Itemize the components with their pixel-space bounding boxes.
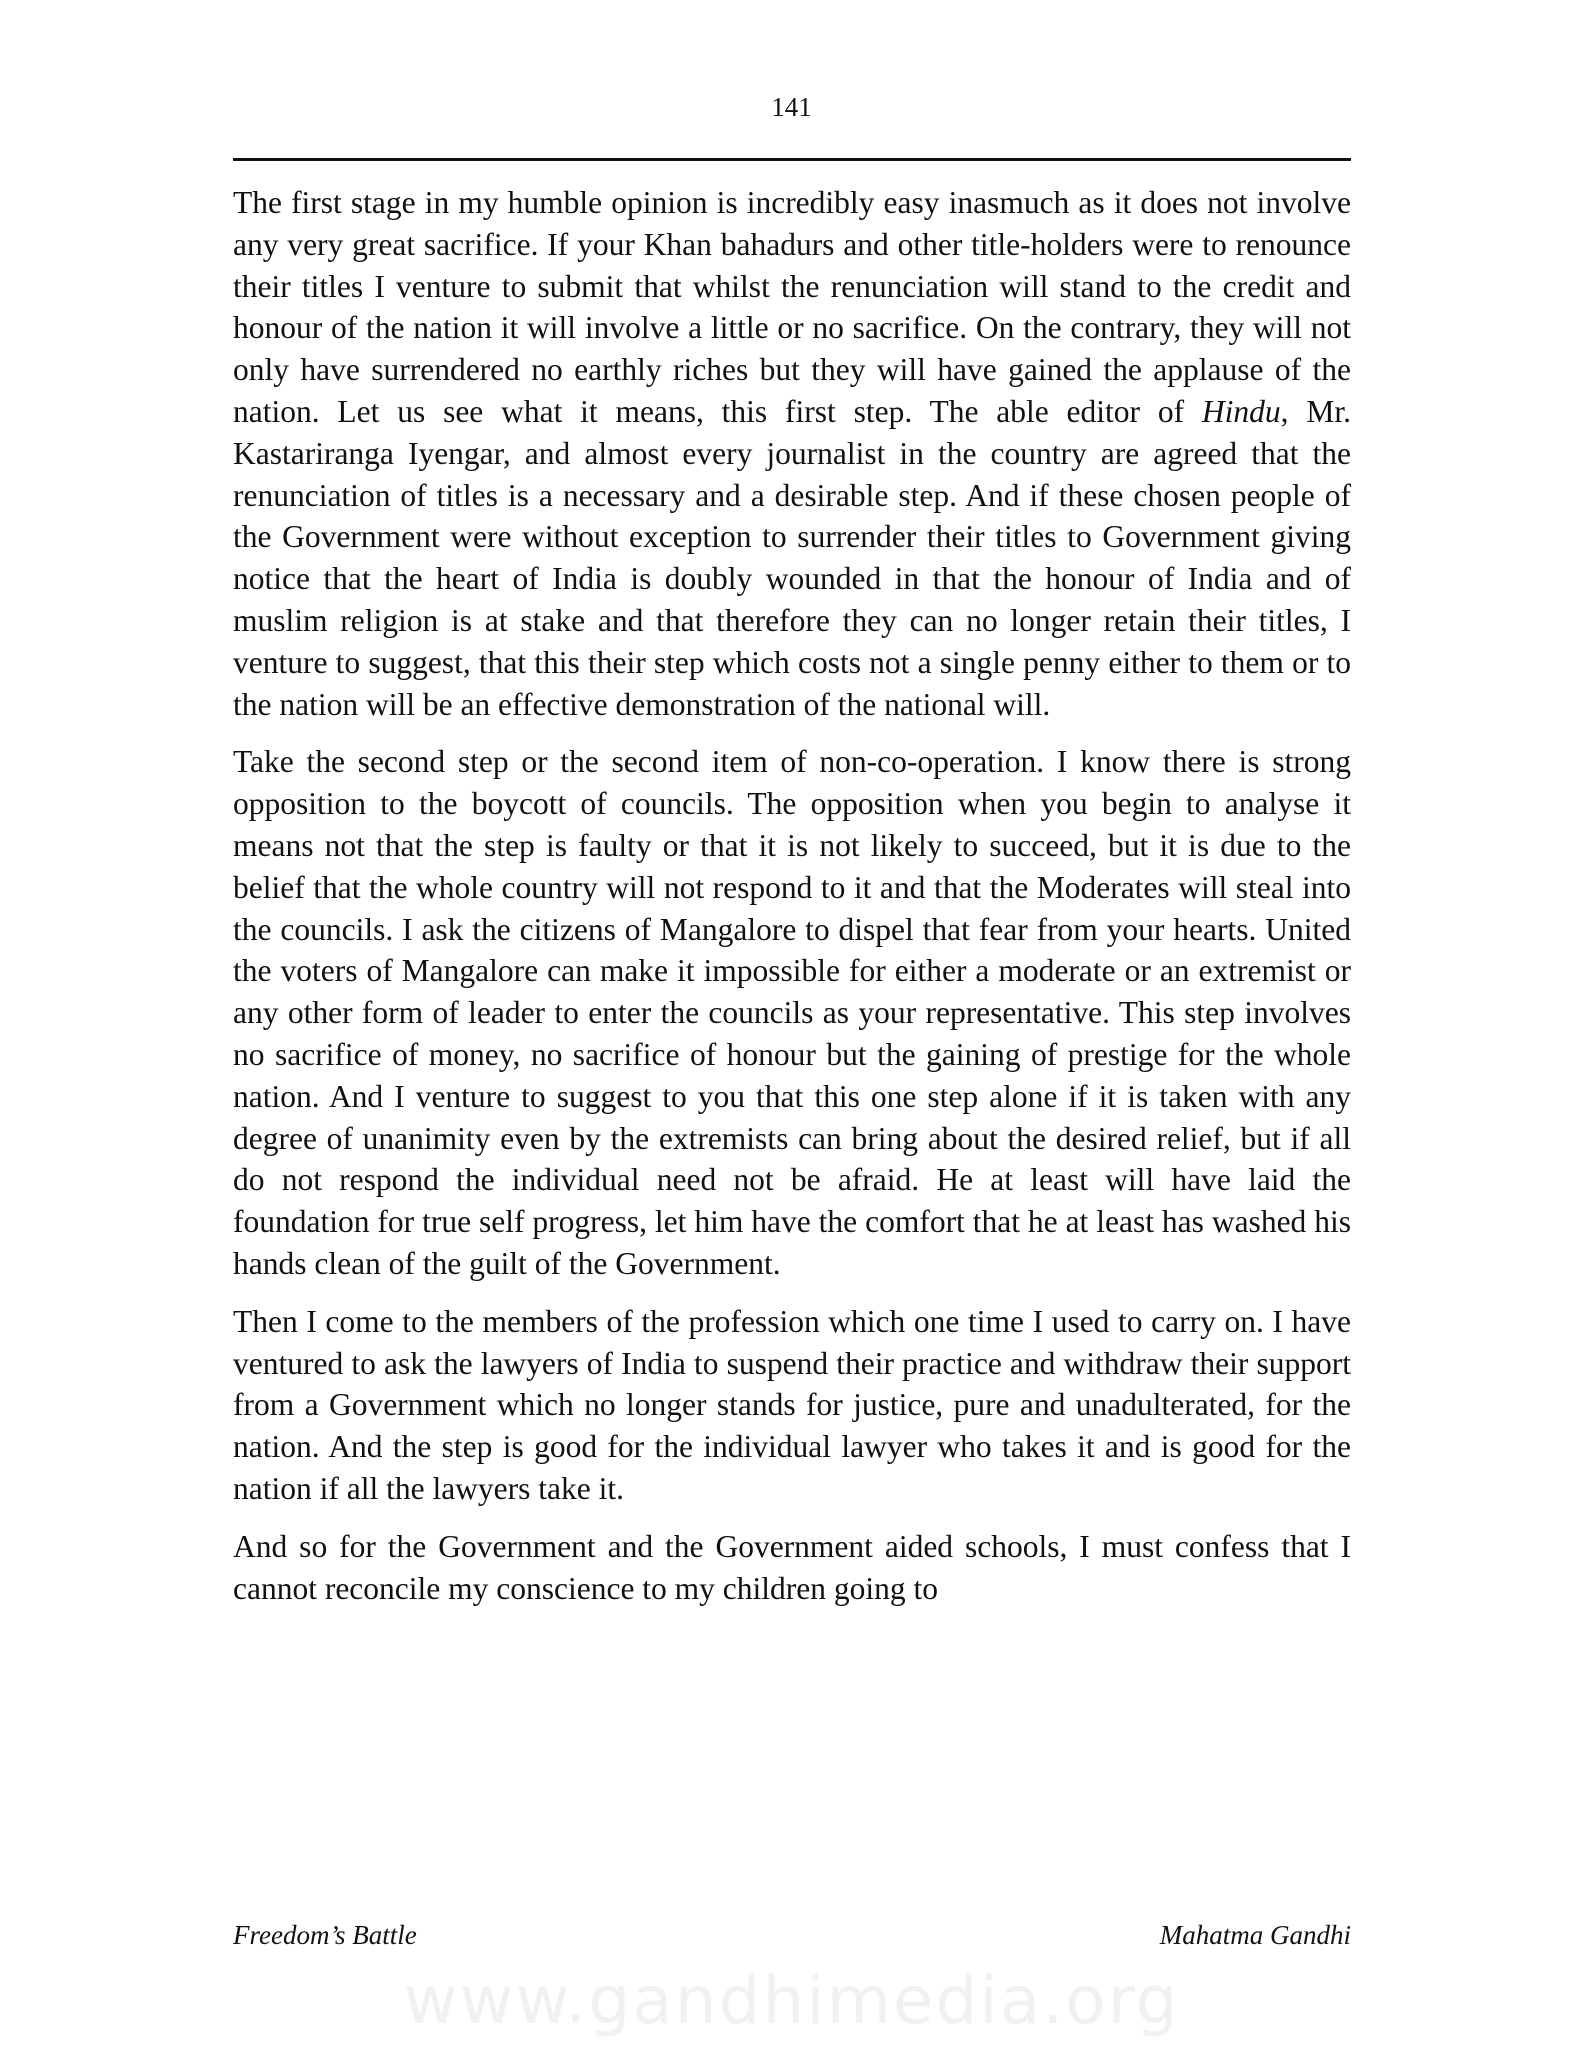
newspaper-title: Hindu — [1201, 393, 1281, 429]
page-number: 141 — [771, 92, 812, 122]
paragraph-1 — [233, 182, 1351, 725]
paragraph-3: Then I come to the members of the profession which one time I used to carry on. I have ventured to ask the lawyers of India to suspend their practice and withdraw their support from a Government which no longer stands for justice, pure and unadulterated, for the nation. And the step is good for the individual lawyer who takes it and is good for the nation if all the lawyers take it. — [233, 1303, 1351, 1506]
paragraph-4: And so for the Government and the Government aided schools, I must confess that I cannot reconcile my conscience to my children going to — [233, 1528, 1351, 1606]
paragraph-1-text-after: , Mr. Kastariranga Iyengar, and almost every journalist in the country are agreed that the renunciation of titles is a necessary and a desirable step. And if these chosen people of the Government were without exception to surrender their titles to Government giving notice that the heart of India is doubly wounded in that the honour of India and of muslim religion is at stake and that therefore they can no longer retain their titles, I venture to suggest, that this their step which costs not a single penny either to them or to the nation will be an effective demonstration of the national will. — [233, 393, 1351, 722]
header-rule — [233, 158, 1351, 161]
watermark: www.gandhimedia.org — [403, 1962, 1180, 2039]
footer-author: Mahatma Gandhi — [1159, 1920, 1351, 1950]
paragraph-2: Take the second step or the second item of non-co-operation. I know there is strong opposition to the boycott of councils. The opposition when you begin to analyse it means not that the step is faulty or that it is not likely to succeed, but it is due to the belief that the whole country will not respond to it and that the Moderates will steal into the councils. I ask the citizens of Mangalore to dispel that fear from your hearts. United the voters of Mangalore can make it impossible for either a moderate or an extremist or any other form of leader to enter the councils as your representative. This step involves no sacrifice of money, no sacrifice of honour but the gaining of prestige for the whole nation. And I venture to suggest to you that this one step alone if it is taken with any degree of unanimity even by the extremists can bring about the desired relief, but if all do not respond the individual need not be afraid. He at least will have laid the foundation for true self progress, let him have the comfort that he at least has washed his hands clean of the guilt of the Government. — [233, 744, 1351, 1281]
body-text — [233, 182, 1351, 1625]
paragraph-1-text-before: The first stage in my humble opinion is incredibly easy inasmuch as it does not involve any very great sacrifice. If your Khan bahadurs and other title-holders were to renounce their titles I venture to submit that whilst the renunciation will stand to the credit and honour of the nation it will involve a little or no sacrifice. On the contrary, they will not only have surrendered no earthly riches but they will have gained the applause of the nation. Let us see what it means, this first step. The able editor of — [233, 185, 1351, 429]
footer-book-title: Freedom’s Battle — [233, 1920, 417, 1950]
